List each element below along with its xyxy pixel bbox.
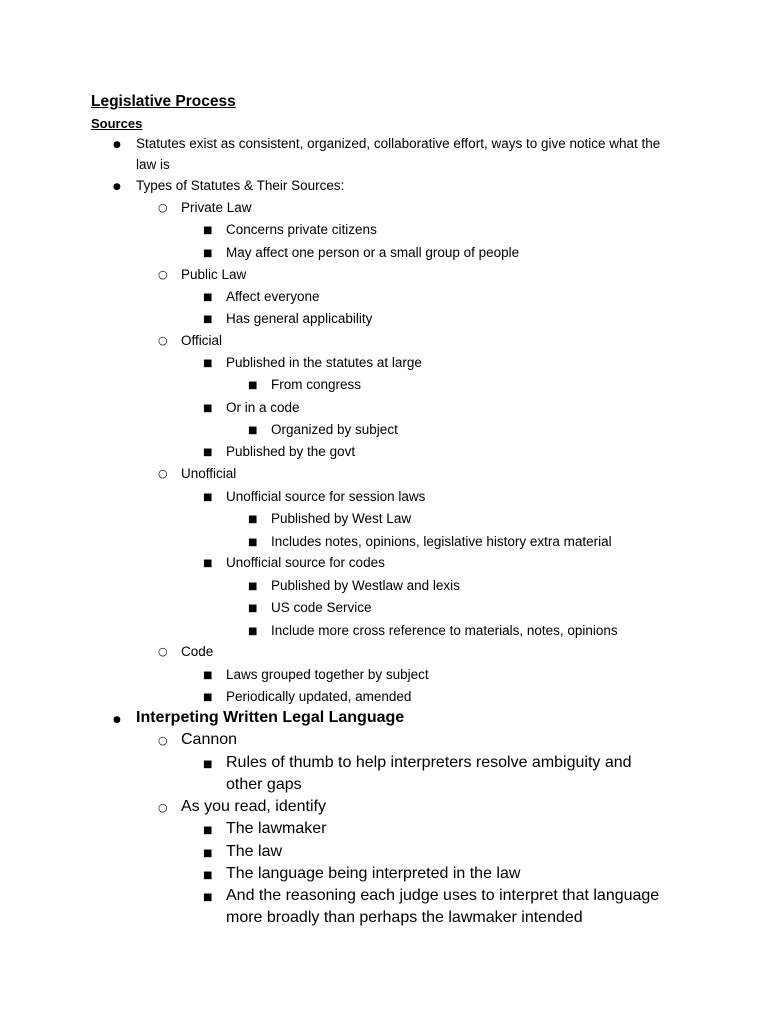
list-item: Periodically updated, amended [226, 689, 412, 704]
list-item: Interpeting Written Legal Language [136, 709, 405, 726]
bullet-circle-icon [158, 641, 168, 662]
list-item: Unofficial source for codes [226, 555, 385, 570]
bullet-square-icon [203, 753, 212, 775]
list-item: Cannon [181, 731, 238, 748]
bullet-circle-icon [158, 730, 168, 751]
list-item: other gaps [226, 776, 302, 793]
bullet-circle-icon [158, 330, 168, 351]
list-item: Unofficial source for session laws [226, 489, 426, 504]
list-item: US code Service [271, 600, 372, 615]
list-item: Rules of thumb to help interpreters resolve ambiguity and [226, 754, 632, 771]
list-item: And the reasoning each judge uses to interpret that language [226, 887, 660, 904]
bullet-square-icon [203, 864, 212, 886]
bullet-square-icon [203, 664, 212, 686]
bullet-square-icon [203, 486, 212, 508]
bullet-square-icon [203, 552, 212, 574]
list-item: Concerns private citizens [226, 222, 377, 237]
bullet-square-icon [203, 352, 212, 374]
bullet-circle-icon [158, 463, 168, 484]
bullet-square-icon [203, 242, 212, 264]
bullet-square-icon [248, 508, 257, 530]
list-item: law is [136, 157, 170, 172]
list-item: The law [226, 843, 283, 860]
list-item: Laws grouped together by subject [226, 667, 429, 682]
bullet-square-icon [248, 575, 257, 597]
bullet-square-icon [203, 397, 212, 419]
list-item: The lawmaker [226, 820, 327, 837]
list-item: Types of Statutes & Their Sources: [136, 178, 345, 193]
list-item: Published by Westlaw and lexis [271, 578, 460, 593]
bullet-square-icon [203, 286, 212, 308]
bullet-circle-icon [158, 797, 168, 818]
bullet-circle-icon [158, 264, 168, 285]
section-heading: Sources [91, 116, 143, 131]
list-item: Published in the statutes at large [226, 355, 422, 370]
list-item: Include more cross reference to materials, notes, opinions [271, 623, 618, 638]
list-item: more broadly than perhaps the lawmaker intended [226, 909, 583, 926]
bullet-dot-icon [113, 133, 121, 156]
list-item: Official [181, 333, 223, 348]
bullet-square-icon [203, 886, 212, 908]
bullet-square-icon [203, 219, 212, 241]
bullet-square-icon [203, 842, 212, 864]
list-item: May affect one person or a small group of people [226, 245, 520, 260]
bullet-square-icon [248, 531, 257, 553]
bullet-square-icon [203, 686, 212, 708]
list-item: Includes notes, opinions, legislative history extra material [271, 534, 612, 549]
list-item: Private Law [181, 200, 252, 215]
list-item: The language being interpreted in the law [226, 865, 521, 882]
bullet-square-icon [248, 374, 257, 396]
bullet-square-icon [203, 308, 212, 330]
bullet-dot-icon [113, 175, 121, 198]
list-item: Unofficial [181, 466, 237, 481]
list-item: Published by the govt [226, 444, 356, 459]
list-item: Or in a code [226, 400, 300, 415]
bullet-dot-icon [113, 708, 121, 731]
bullet-square-icon [248, 620, 257, 642]
list-item: Statutes exist as consistent, organized, collaborative effort, ways to give notice what the [136, 136, 661, 151]
list-item: Published by West Law [271, 511, 412, 526]
list-item: Has general applicability [226, 311, 373, 326]
list-item: As you read, identify [181, 798, 326, 815]
page-title: Legislative Process [91, 93, 236, 110]
bullet-square-icon [203, 441, 212, 463]
list-item: From congress [271, 377, 362, 392]
bullet-square-icon [248, 419, 257, 441]
list-item: Code [181, 644, 214, 659]
list-item: Public Law [181, 267, 247, 282]
bullet-square-icon [248, 597, 257, 619]
bullet-square-icon [203, 819, 212, 841]
bullet-circle-icon [158, 197, 168, 218]
list-item: Organized by subject [271, 422, 398, 437]
list-item: Affect everyone [226, 289, 320, 304]
